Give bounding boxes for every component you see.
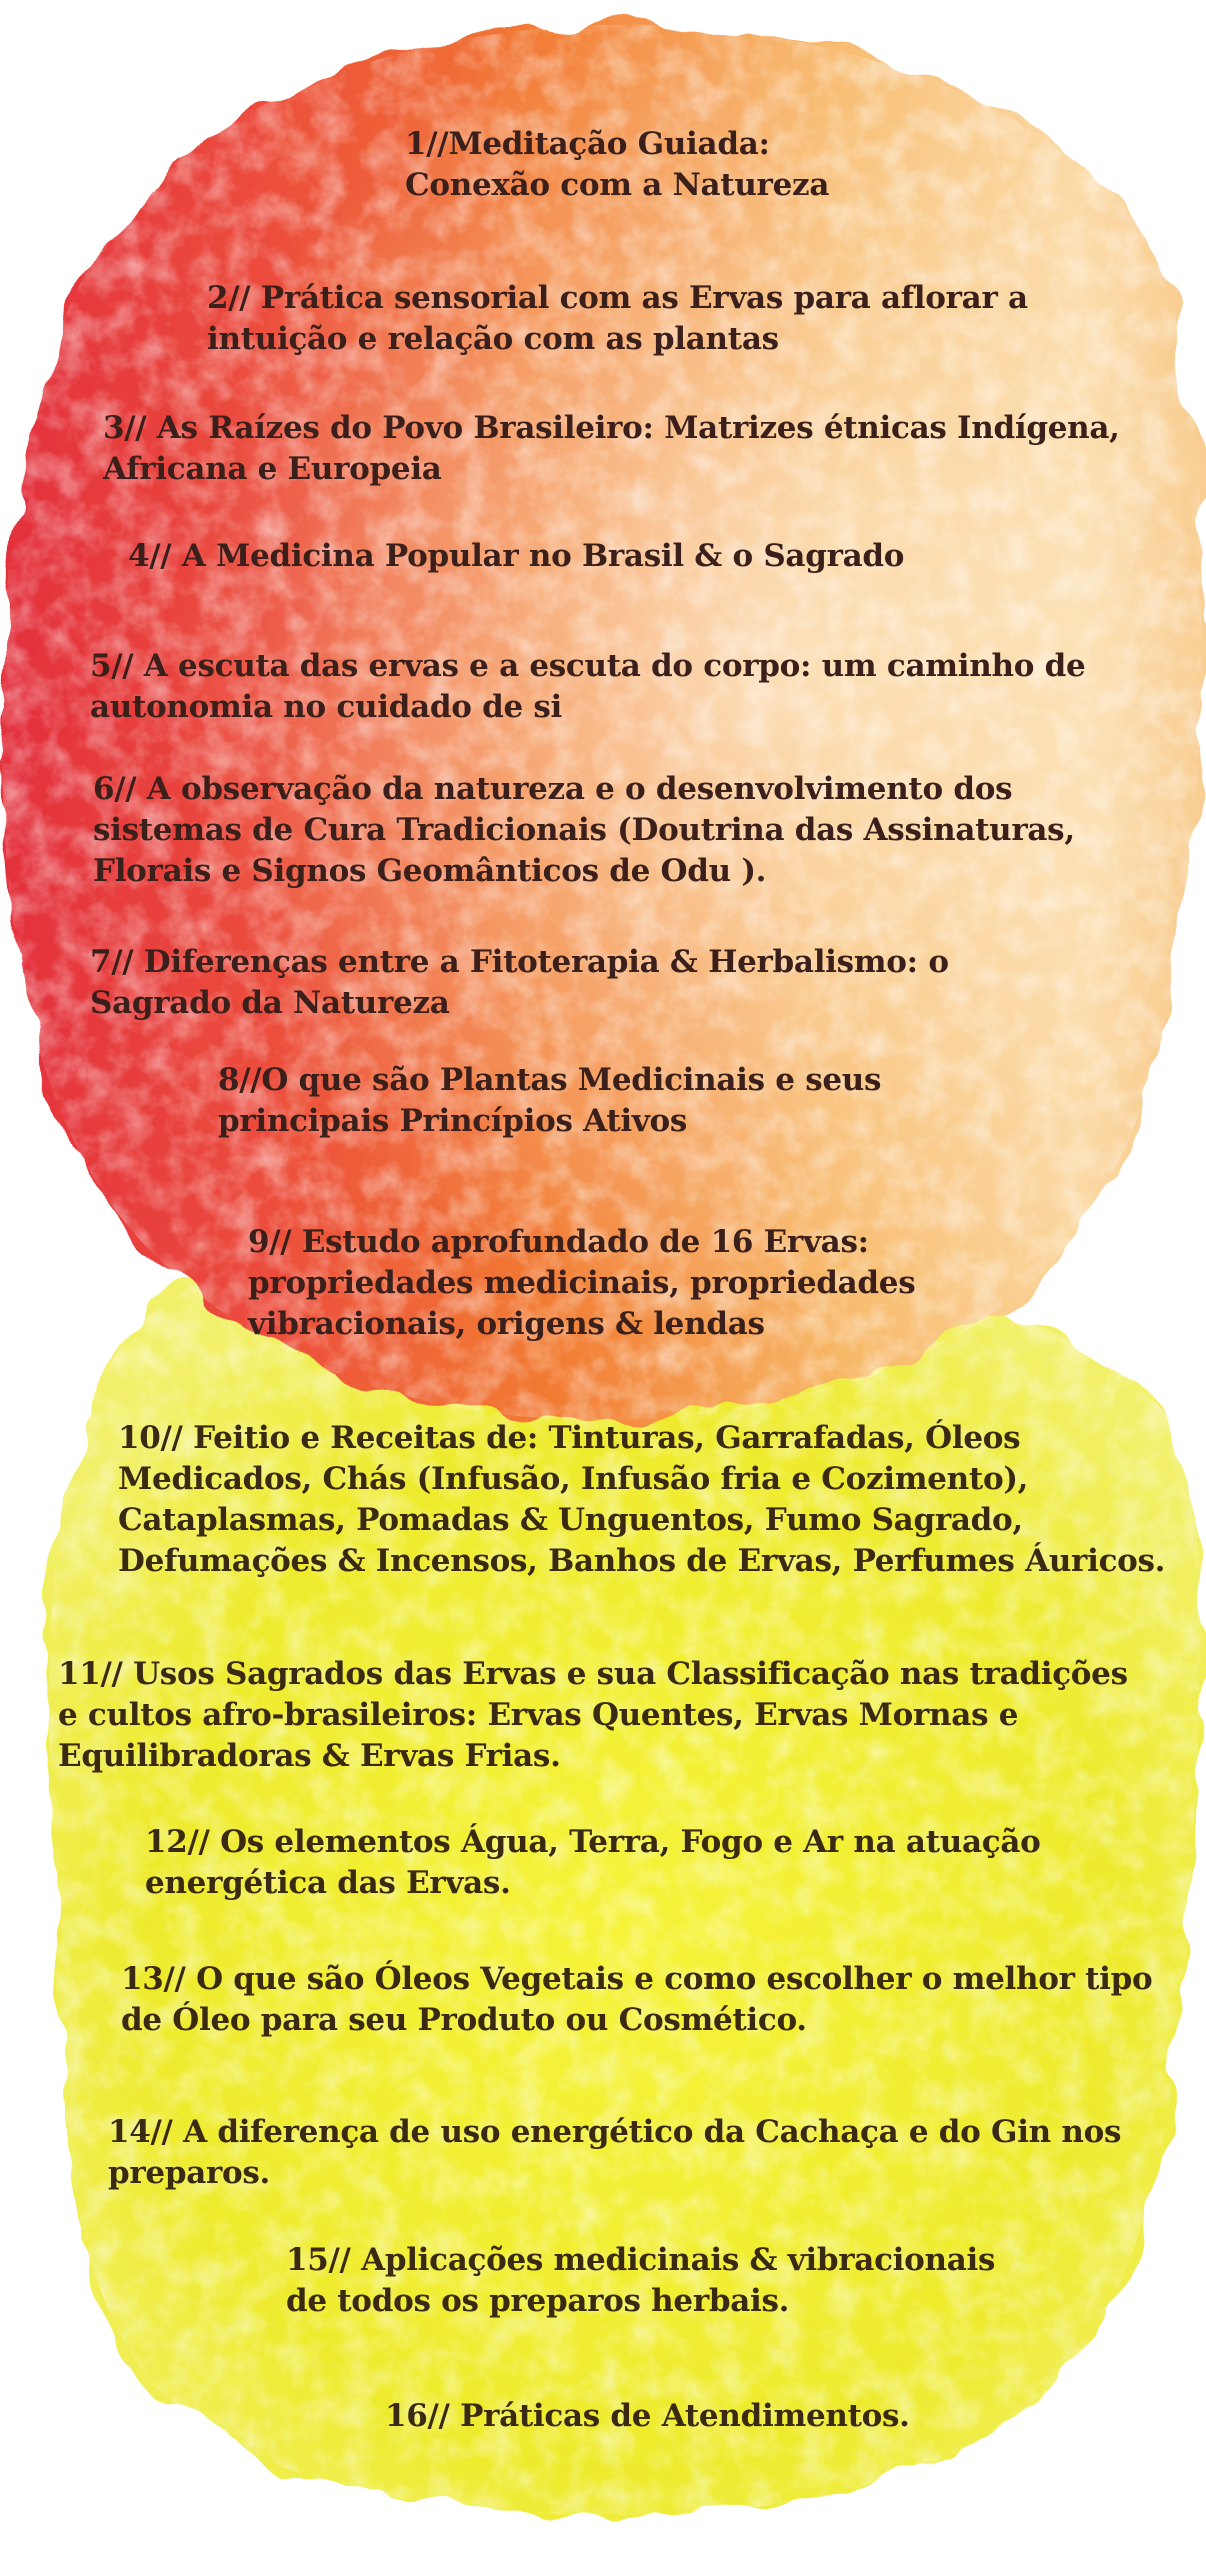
syllabus-item-8: 8//O que são Plantas Medicinais e seus principais Princípios Ativos	[218, 1062, 882, 1139]
syllabus-item-1: 1//Meditação Guiada: Conexão com a Natureza	[405, 126, 830, 203]
syllabus-item-4: 4// A Medicina Popular no Brasil & o Sagrado	[128, 538, 905, 574]
syllabus-item-5: 5// A escuta das ervas e a escuta do corpo: um caminho de autonomia no cuidado de si	[90, 648, 1086, 725]
syllabus-item-16: 16// Práticas de Atendimentos.	[385, 2398, 910, 2434]
syllabus-item-11: 11// Usos Sagrados das Ervas e sua Classificação nas tradições e cultos afro-brasileiros: Ervas Quentes, Ervas Mornas e Equilibradoras & Ervas Frias.	[58, 1656, 1128, 1774]
syllabus-item-2: 2// Prática sensorial com as Ervas para aflorar a intuição e relação com as plantas	[207, 280, 1028, 357]
syllabus-item-10: 10// Feitio e Receitas de: Tinturas, Garrafadas, Óleos Medicados, Chás (Infusão, Infusão fria e Cozimento), Cataplasmas, Pomadas & Unguentos, Fumo Sagrado, Defumações & Incensos, Banhos de Ervas, Perfumes Áuricos.	[118, 1420, 1166, 1579]
syllabus-item-9: 9// Estudo aprofundado de 16 Ervas: propriedades medicinais, propriedades vibracionais, origens & lendas	[248, 1224, 916, 1342]
syllabus-item-3: 3// As Raízes do Povo Brasileiro: Matrizes étnicas Indígena, Africana e Europeia	[103, 410, 1120, 487]
syllabus-item-12: 12// Os elementos Água, Terra, Fogo e Ar na atuação energética das Ervas.	[145, 1824, 1041, 1901]
syllabus-item-14: 14// A diferença de uso energético da Cachaça e do Gin nos preparos.	[108, 2114, 1122, 2191]
syllabus-item-13: 13// O que são Óleos Vegetais e como escolher o melhor tipo de Óleo para seu Produto ou Cosmético.	[121, 1961, 1153, 2038]
syllabus-item-6: 6// A observação da natureza e o desenvolvimento dos sistemas de Cura Tradicionais (Doutrina das Assinaturas, Florais e Signos Geomânticos de Odu ).	[93, 771, 1075, 889]
syllabus-item-7: 7// Diferenças entre a Fitoterapia & Herbalismo: o Sagrado da Natureza	[90, 944, 949, 1021]
syllabus-item-15: 15// Aplicações medicinais & vibracionais de todos os preparos herbais.	[286, 2242, 996, 2319]
